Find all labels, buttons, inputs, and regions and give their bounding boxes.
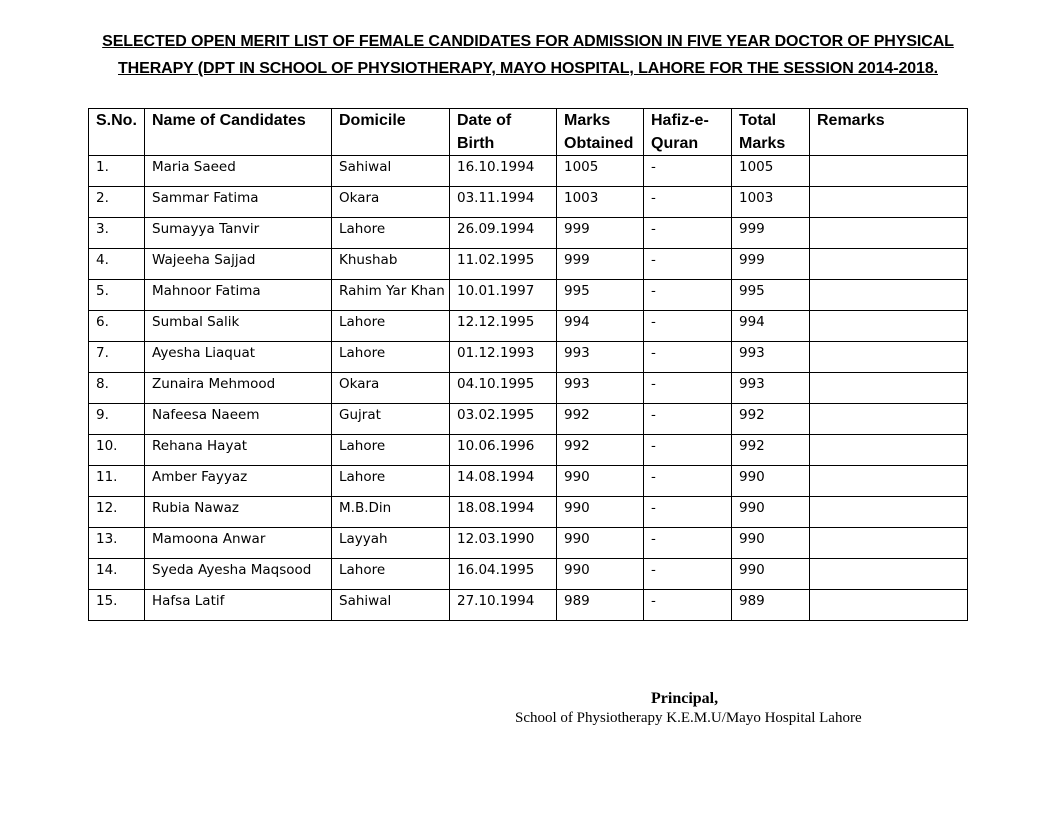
cell-sno: 13. <box>89 528 145 559</box>
cell-sno: 3. <box>89 218 145 249</box>
cell-marks-obtained: 999 <box>557 249 644 280</box>
cell-remarks <box>810 528 968 559</box>
cell-total-marks: 993 <box>732 373 810 404</box>
cell-date-of-birth: 11.02.1995 <box>450 249 557 280</box>
cell-date-of-birth: 26.09.1994 <box>450 218 557 249</box>
cell-name: Hafsa Latif <box>145 590 332 621</box>
merit-list-table <box>88 108 968 621</box>
cell-marks-obtained: 993 <box>557 373 644 404</box>
table-row <box>89 342 968 373</box>
cell-remarks <box>810 342 968 373</box>
cell-remarks <box>810 435 968 466</box>
cell-domicile: M.B.Din <box>332 497 450 528</box>
signature-title: Principal, <box>651 690 719 707</box>
cell-marks-obtained: 995 <box>557 280 644 311</box>
cell-domicile: Lahore <box>332 435 450 466</box>
cell-hafiz-e-quran: - <box>644 187 732 218</box>
table-row <box>89 590 968 621</box>
table-row <box>89 559 968 590</box>
cell-remarks <box>810 373 968 404</box>
cell-domicile: Lahore <box>332 311 450 342</box>
cell-name: Sumayya Tanvir <box>145 218 332 249</box>
table-row <box>89 373 968 404</box>
table-body <box>89 156 968 621</box>
cell-remarks <box>810 590 968 621</box>
cell-name: Mahnoor Fatima <box>145 280 332 311</box>
cell-marks-obtained: 993 <box>557 342 644 373</box>
cell-sno: 2. <box>89 187 145 218</box>
cell-hafiz-e-quran: - <box>644 404 732 435</box>
cell-name: Nafeesa Naeem <box>145 404 332 435</box>
cell-remarks <box>810 156 968 187</box>
cell-total-marks: 999 <box>732 249 810 280</box>
document-title-line-2: THERAPY (DPT IN SCHOOL OF PHYSIOTHERAPY, MAYO HOSPITAL, LAHORE FOR THE SESSION 2014-2018. <box>118 60 938 77</box>
table-row <box>89 187 968 218</box>
cell-hafiz-e-quran: - <box>644 373 732 404</box>
table-row <box>89 280 968 311</box>
cell-remarks <box>810 280 968 311</box>
cell-total-marks: 993 <box>732 342 810 373</box>
cell-hafiz-e-quran: - <box>644 466 732 497</box>
cell-date-of-birth: 04.10.1995 <box>450 373 557 404</box>
header-name: Name of Candidates <box>145 109 332 156</box>
cell-marks-obtained: 992 <box>557 435 644 466</box>
table-row <box>89 404 968 435</box>
table-row <box>89 156 968 187</box>
cell-hafiz-e-quran: - <box>644 249 732 280</box>
cell-sno: 15. <box>89 590 145 621</box>
cell-sno: 6. <box>89 311 145 342</box>
cell-marks-obtained: 994 <box>557 311 644 342</box>
cell-domicile: Okara <box>332 373 450 404</box>
cell-name: Rubia Nawaz <box>145 497 332 528</box>
cell-domicile: Lahore <box>332 466 450 497</box>
cell-total-marks: 992 <box>732 435 810 466</box>
cell-total-marks: 994 <box>732 311 810 342</box>
cell-total-marks: 990 <box>732 559 810 590</box>
cell-sno: 5. <box>89 280 145 311</box>
table-row <box>89 528 968 559</box>
cell-marks-obtained: 990 <box>557 528 644 559</box>
cell-total-marks: 990 <box>732 497 810 528</box>
cell-hafiz-e-quran: - <box>644 218 732 249</box>
cell-domicile: Okara <box>332 187 450 218</box>
cell-date-of-birth: 12.12.1995 <box>450 311 557 342</box>
cell-name: Ayesha Liaquat <box>145 342 332 373</box>
cell-marks-obtained: 990 <box>557 497 644 528</box>
cell-marks-obtained: 999 <box>557 218 644 249</box>
cell-domicile: Khushab <box>332 249 450 280</box>
header-remarks: Remarks <box>810 109 968 156</box>
cell-total-marks: 989 <box>732 590 810 621</box>
cell-marks-obtained: 1005 <box>557 156 644 187</box>
cell-hafiz-e-quran: - <box>644 156 732 187</box>
cell-marks-obtained: 990 <box>557 466 644 497</box>
cell-hafiz-e-quran: - <box>644 280 732 311</box>
cell-remarks <box>810 466 968 497</box>
cell-sno: 14. <box>89 559 145 590</box>
cell-domicile: Lahore <box>332 342 450 373</box>
cell-remarks <box>810 497 968 528</box>
cell-date-of-birth: 03.02.1995 <box>450 404 557 435</box>
cell-total-marks: 999 <box>732 218 810 249</box>
table-row <box>89 466 968 497</box>
cell-remarks <box>810 249 968 280</box>
cell-remarks <box>810 404 968 435</box>
header-marks-obtained: Marks Obtained <box>557 109 644 156</box>
cell-total-marks: 1003 <box>732 187 810 218</box>
cell-domicile: Sahiwal <box>332 156 450 187</box>
table-row <box>89 218 968 249</box>
cell-total-marks: 990 <box>732 466 810 497</box>
cell-date-of-birth: 16.10.1994 <box>450 156 557 187</box>
cell-marks-obtained: 989 <box>557 590 644 621</box>
cell-name: Wajeeha Sajjad <box>145 249 332 280</box>
header-date-of-birth: Date of Birth <box>450 109 557 156</box>
cell-date-of-birth: 03.11.1994 <box>450 187 557 218</box>
cell-hafiz-e-quran: - <box>644 559 732 590</box>
cell-name: Amber Fayyaz <box>145 466 332 497</box>
cell-sno: 11. <box>89 466 145 497</box>
cell-domicile: Gujrat <box>332 404 450 435</box>
cell-name: Zunaira Mehmood <box>145 373 332 404</box>
table-row <box>89 497 968 528</box>
cell-total-marks: 990 <box>732 528 810 559</box>
cell-hafiz-e-quran: - <box>644 528 732 559</box>
cell-marks-obtained: 992 <box>557 404 644 435</box>
cell-remarks <box>810 559 968 590</box>
cell-name: Sammar Fatima <box>145 187 332 218</box>
cell-total-marks: 1005 <box>732 156 810 187</box>
cell-name: Maria Saeed <box>145 156 332 187</box>
cell-hafiz-e-quran: - <box>644 590 732 621</box>
cell-domicile: Sahiwal <box>332 590 450 621</box>
signature-subtitle: School of Physiotherapy K.E.M.U/Mayo Hospital Lahore <box>515 710 862 726</box>
cell-date-of-birth: 10.06.1996 <box>450 435 557 466</box>
cell-domicile: Lahore <box>332 559 450 590</box>
cell-sno: 1. <box>89 156 145 187</box>
cell-domicile: Rahim Yar Khan <box>332 280 450 311</box>
cell-marks-obtained: 990 <box>557 559 644 590</box>
cell-date-of-birth: 16.04.1995 <box>450 559 557 590</box>
cell-sno: 12. <box>89 497 145 528</box>
cell-name: Rehana Hayat <box>145 435 332 466</box>
cell-hafiz-e-quran: - <box>644 435 732 466</box>
cell-hafiz-e-quran: - <box>644 497 732 528</box>
cell-remarks <box>810 311 968 342</box>
cell-remarks <box>810 187 968 218</box>
cell-total-marks: 992 <box>732 404 810 435</box>
cell-total-marks: 995 <box>732 280 810 311</box>
cell-name: Syeda Ayesha Maqsood <box>145 559 332 590</box>
table-row <box>89 311 968 342</box>
header-sno: S.No. <box>89 109 145 156</box>
cell-date-of-birth: 10.01.1997 <box>450 280 557 311</box>
cell-date-of-birth: 18.08.1994 <box>450 497 557 528</box>
cell-marks-obtained: 1003 <box>557 187 644 218</box>
cell-domicile: Layyah <box>332 528 450 559</box>
cell-hafiz-e-quran: - <box>644 311 732 342</box>
table-header-row <box>89 109 968 156</box>
table-row <box>89 435 968 466</box>
table-row <box>89 249 968 280</box>
cell-name: Mamoona Anwar <box>145 528 332 559</box>
cell-sno: 7. <box>89 342 145 373</box>
cell-date-of-birth: 14.08.1994 <box>450 466 557 497</box>
cell-sno: 9. <box>89 404 145 435</box>
cell-sno: 10. <box>89 435 145 466</box>
header-hafiz-e-quran: Hafiz-e-Quran <box>644 109 732 156</box>
cell-date-of-birth: 27.10.1994 <box>450 590 557 621</box>
document-title-line-1: SELECTED OPEN MERIT LIST OF FEMALE CANDIDATES FOR ADMISSION IN FIVE YEAR DOCTOR OF PHYSICAL <box>102 33 954 50</box>
cell-remarks <box>810 218 968 249</box>
cell-sno: 8. <box>89 373 145 404</box>
cell-name: Sumbal Salik <box>145 311 332 342</box>
header-domicile: Domicile <box>332 109 450 156</box>
cell-date-of-birth: 12.03.1990 <box>450 528 557 559</box>
cell-hafiz-e-quran: - <box>644 342 732 373</box>
cell-domicile: Lahore <box>332 218 450 249</box>
header-total-marks: Total Marks <box>732 109 810 156</box>
cell-date-of-birth: 01.12.1993 <box>450 342 557 373</box>
cell-sno: 4. <box>89 249 145 280</box>
